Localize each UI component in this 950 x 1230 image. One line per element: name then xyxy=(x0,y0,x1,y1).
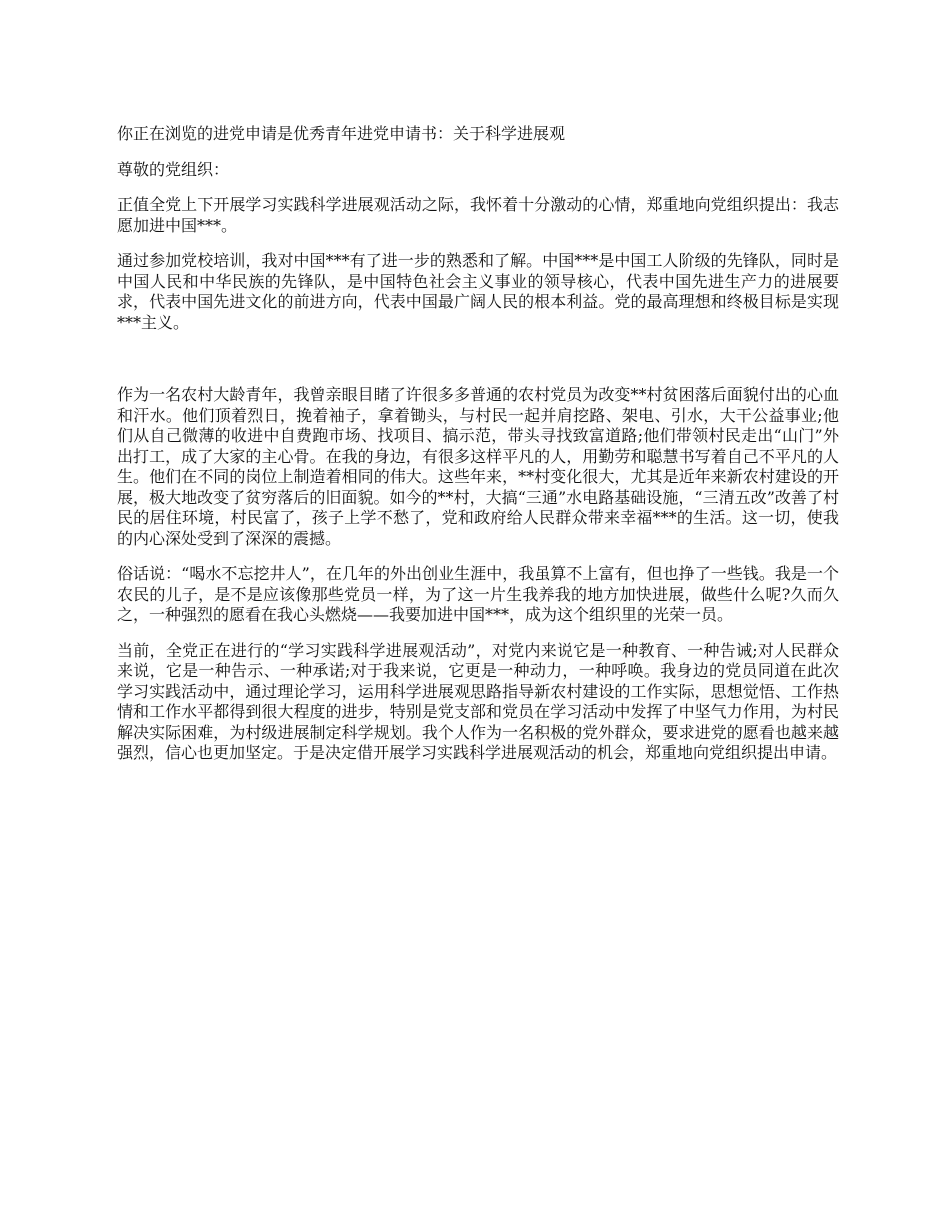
document-page xyxy=(117,124,839,779)
paragraph-4: 俗话说：“喝水不忘挖井人”，在几年的外出创业生涯中，我虽算不上富有，但也挣了一些钱。我是一个农民的儿子，是不是应该像那些党员一样，为了这一片生我养我的地方加快进展，做些什么呢?久而久之，一种强烈的愿看在我心头燃烧——我要加进中国***，成为这个组织里的光荣一员。 xyxy=(117,564,839,624)
paragraph-1: 正值全党上下开展学习实践科学进展观活动之际，我怀着十分激动的心情，郑重地向党组织提出：我志愿加进中国***。 xyxy=(117,195,839,235)
paragraph-5: 当前，全党正在进行的“学习实践科学进展观活动”，对党内来说它是一种教育、一种告诫;对人民群众来说，它是一种告示、一种承诺;对于我来说，它更是一种动力，一种呼唤。我身边的党员同道在此次学习实践活动中，通过理论学习，运用科学进展观思路指导新农村建设的工作实际，思想觉悟、工作热情和工作水平都得到很大程度的进步，特别是党支部和党员在学习活动中发挥了中坚气力作用，为村民解决实际困难，为村级进展制定科学规划。我个人作为一名积极的党外群众，要求进党的愿看也越来越强烈，信心也更加坚定。于是决定借开展学习实践科学进展观活动的机会，郑重地向党组织提出申请。 xyxy=(117,640,839,762)
blank-spacer xyxy=(117,348,839,385)
paragraph-3: 作为一名农村大龄青年，我曾亲眼目睹了许很多多普通的农村党员为改变**村贫困落后面貌付出的心血和汗水。他们顶着烈日，挽着袖子，拿着锄头，与村民一起并肩挖路、架电、引水，大干公益事业;他们从自己微薄的收进中自费跑市场、找项目、搞示范，带头寻找致富道路;他们带领村民走出“山门”外出打工，成了大家的主心骨。在我的身边，有很多这样平凡的人，用勤劳和聪慧书写着自己不平凡的人生。他们在不同的岗位上制造着相同的伟大。这些年来，**村变化很大，尤其是近年来新农村建设的开展，极大地改变了贫穷落后的旧面貌。如今的**村，大搞“三通”水电路基础设施，“三清五改”改善了村民的居住环境，村民富了，孩子上学不愁了，党和政府给人民群众带来幸福***的生活。这一切，使我的内心深处受到了深深的震撼。 xyxy=(117,385,839,548)
salutation: 尊敬的党组织： xyxy=(117,159,230,179)
document-title: 你正在浏览的进党申请是优秀青年进党申请书：关于科学进展观 xyxy=(117,124,566,143)
paragraph-2: 通过参加党校培训，我对中国***有了进一步的熟悉和了解。中国***是中国工人阶级的先锋队，同时是中国人民和中华民族的先锋队，是中国特色社会主义事业的领导核心，代表中国先进生产力的进展要求，代表中国先进文化的前进方向，代表中国最广阔人民的根本利益。党的最高理想和终极目标是实现***主义。 xyxy=(117,251,839,332)
